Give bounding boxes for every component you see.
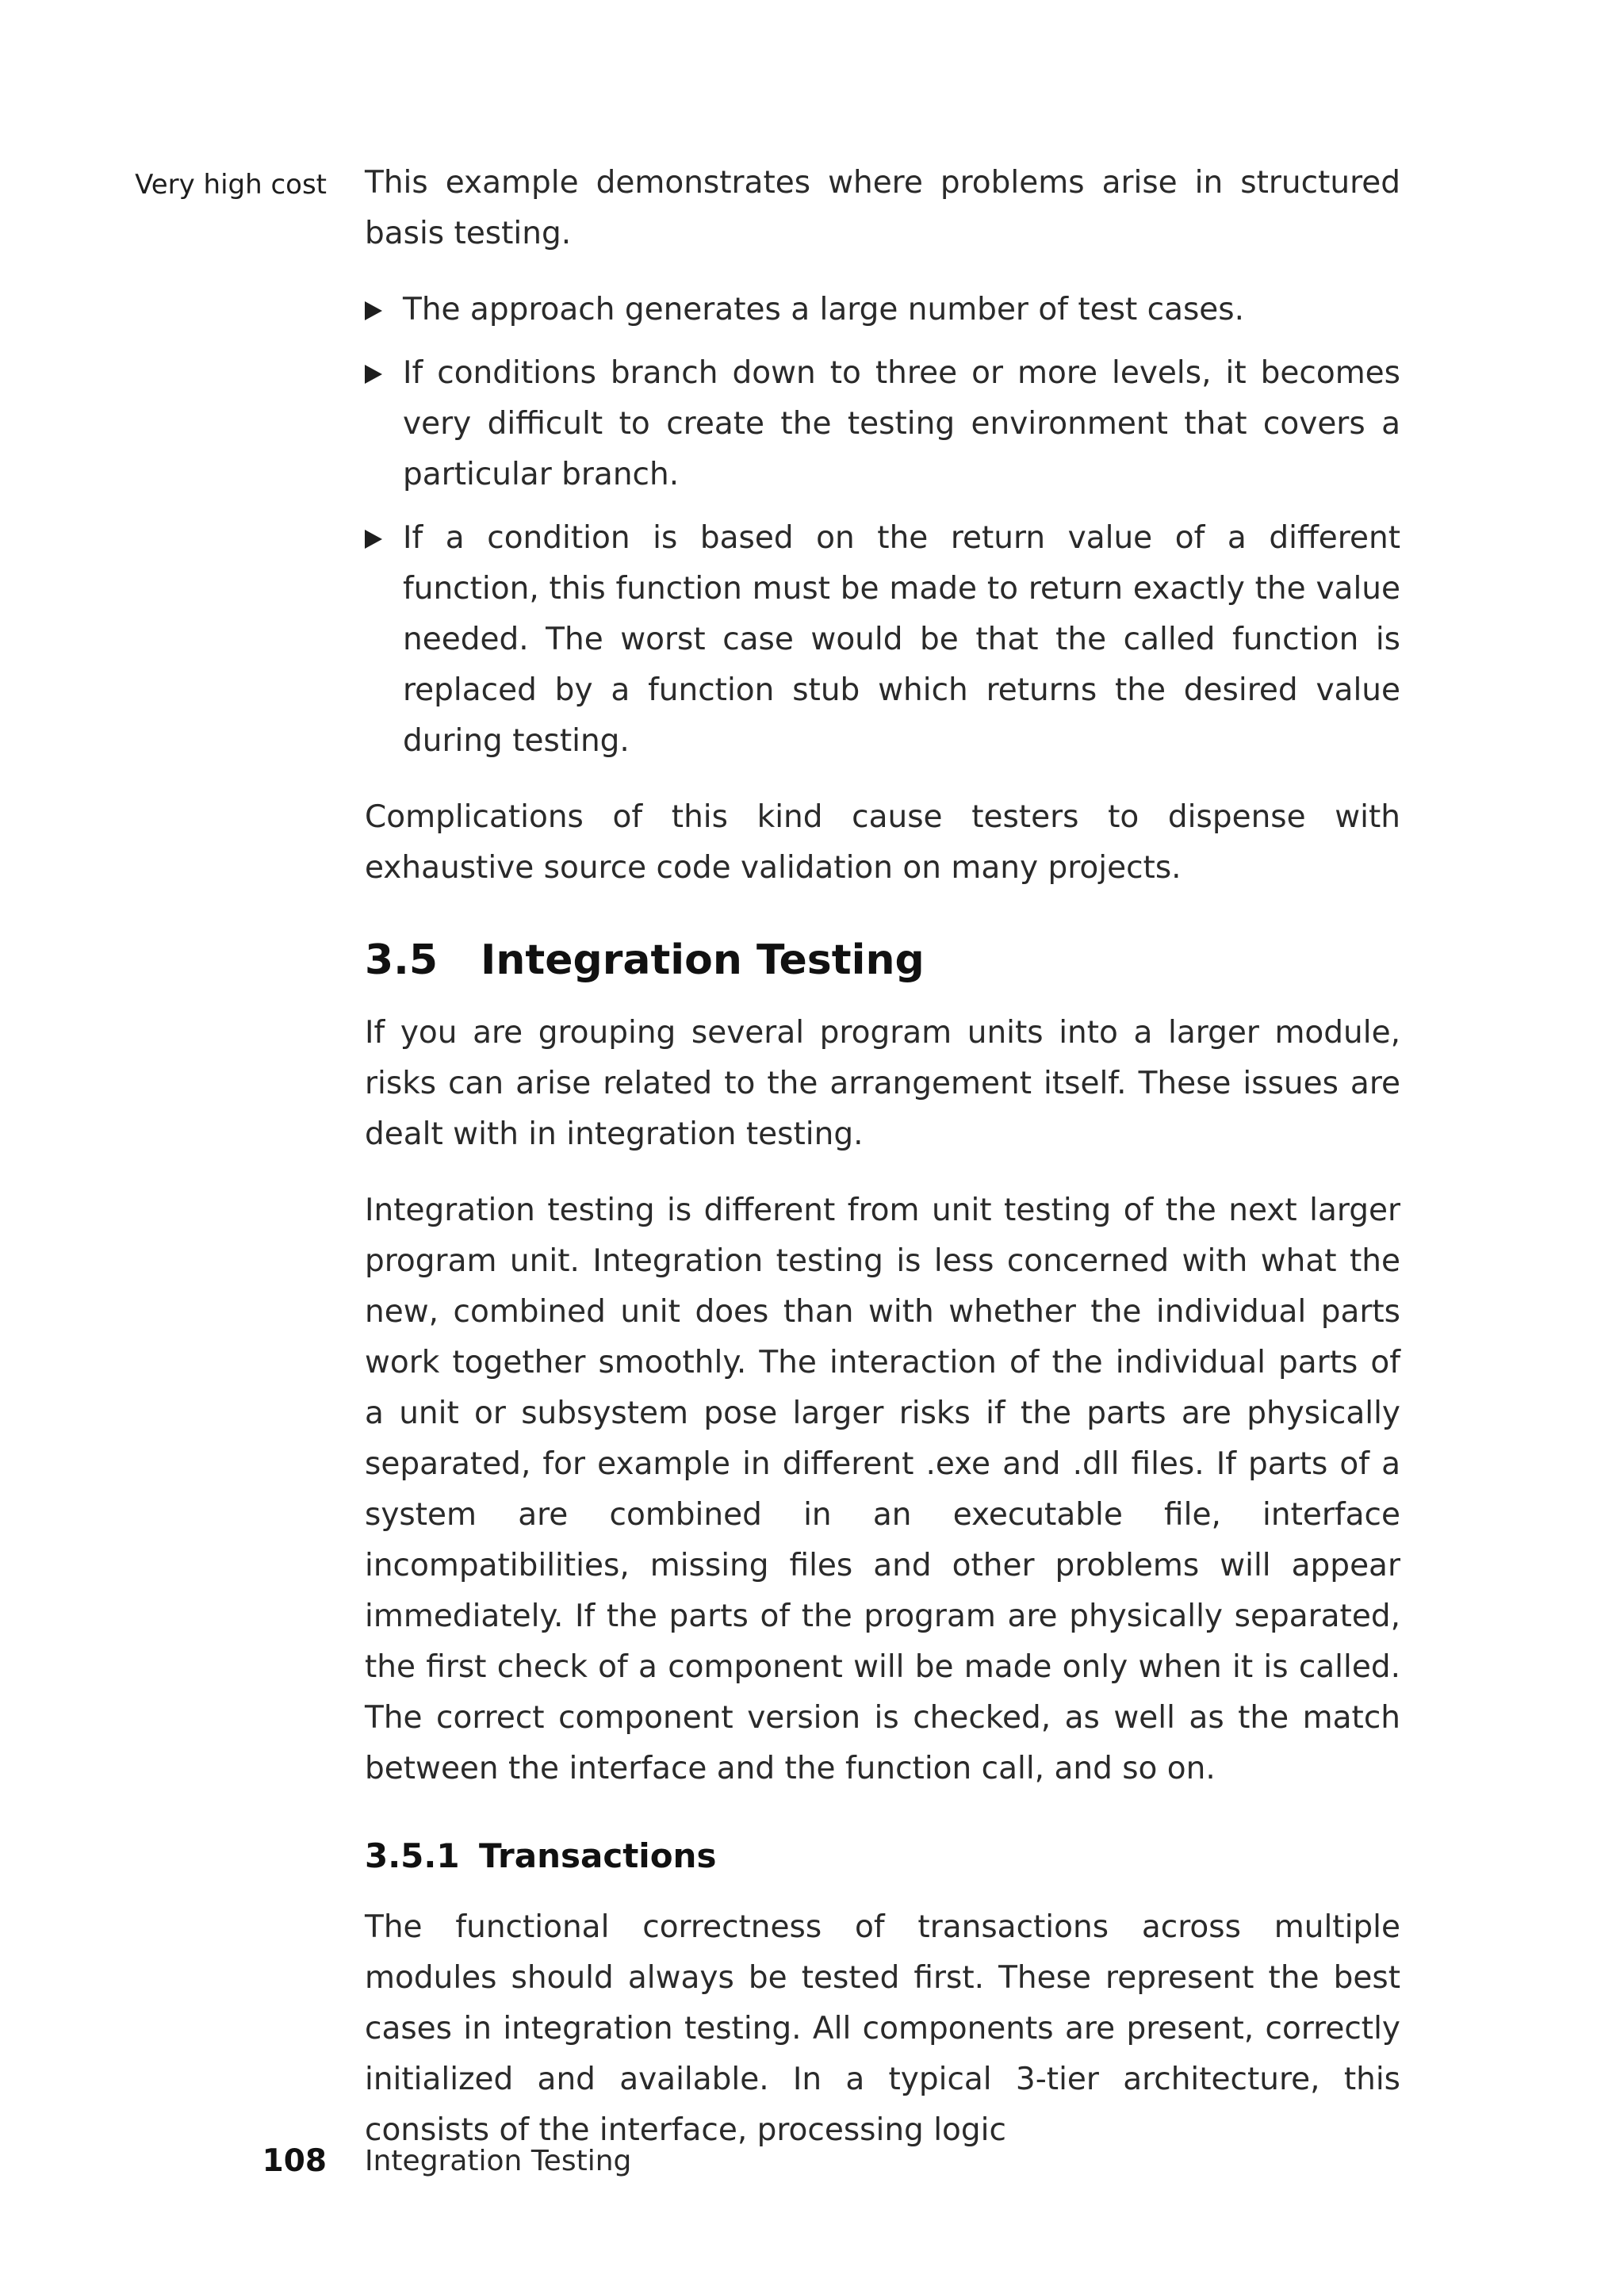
bullet-text: If conditions branch down to three or more levels, it becomes very difficult to create the testing environment that covers a particular branch. — [403, 355, 1400, 492]
subsection-heading — [365, 1832, 1400, 1880]
running-title: Integration Testing — [365, 2145, 632, 2177]
page-footer — [0, 2138, 1624, 2185]
bullet-item — [365, 285, 1400, 335]
margin-note: Very high cost — [135, 169, 327, 201]
section-paragraph: If you are grouping several program units into a larger module, risks can arise related to the arrangement itself. These issues are dealt with in integration testing. — [365, 1015, 1400, 1152]
section-paragraph: Integration testing is different from unit testing of the next larger program unit. Integration testing is less concerned with what the new, combined unit does than with whether the individual parts work together smoothly. The interaction of the individual parts of a unit or subsystem pose larger risks if the parts are physically separated, for example in different .exe and .dll files. If parts of a system are combined in an executable file, interface incompatibilities, missing files and other problems will appear immediately. If the parts of the program are physically separated, the first check of a component will be made only when it is called. The correct component version is checked, as well as the match between the interface and the function call, and so on. — [365, 1193, 1400, 1786]
section-title: Integration Testing — [481, 936, 925, 984]
page-content — [365, 158, 1400, 2181]
page-number: 108 — [262, 2143, 327, 2179]
bullet-item — [365, 348, 1400, 500]
section-number: 3.5 — [365, 936, 439, 984]
complications-paragraph: Complications of this kind cause testers to dispense with exhaustive source code validation on many projects. — [365, 799, 1400, 886]
subsection-number: 3.5.1 — [365, 1836, 460, 1875]
bullet-text: If a condition is based on the return value of a different function, this function must be made to return exactly the value needed. The worst case would be that the called function is replaced by a function stub which returns the desired value during testing. — [403, 520, 1400, 759]
bullet-text: The approach generates a large number of test cases. — [403, 292, 1245, 327]
triangle-bullet-icon — [365, 301, 382, 320]
bullet-item — [365, 513, 1400, 767]
bullet-list — [365, 285, 1400, 767]
triangle-bullet-icon — [365, 530, 382, 549]
triangle-bullet-icon — [365, 365, 382, 384]
section-heading — [365, 932, 1400, 989]
subsection-paragraph: The functional correctness of transactions across multiple modules should always be tested first. These represent the best cases in integration testing. All components are present, correctly initialized and available. In a typical 3-tier architecture, this consists of the interface, processing logic — [365, 1909, 1400, 2148]
subsection-title: Transactions — [479, 1836, 717, 1875]
intro-paragraph: This example demonstrates where problems arise in structured basis testing. — [365, 165, 1400, 251]
